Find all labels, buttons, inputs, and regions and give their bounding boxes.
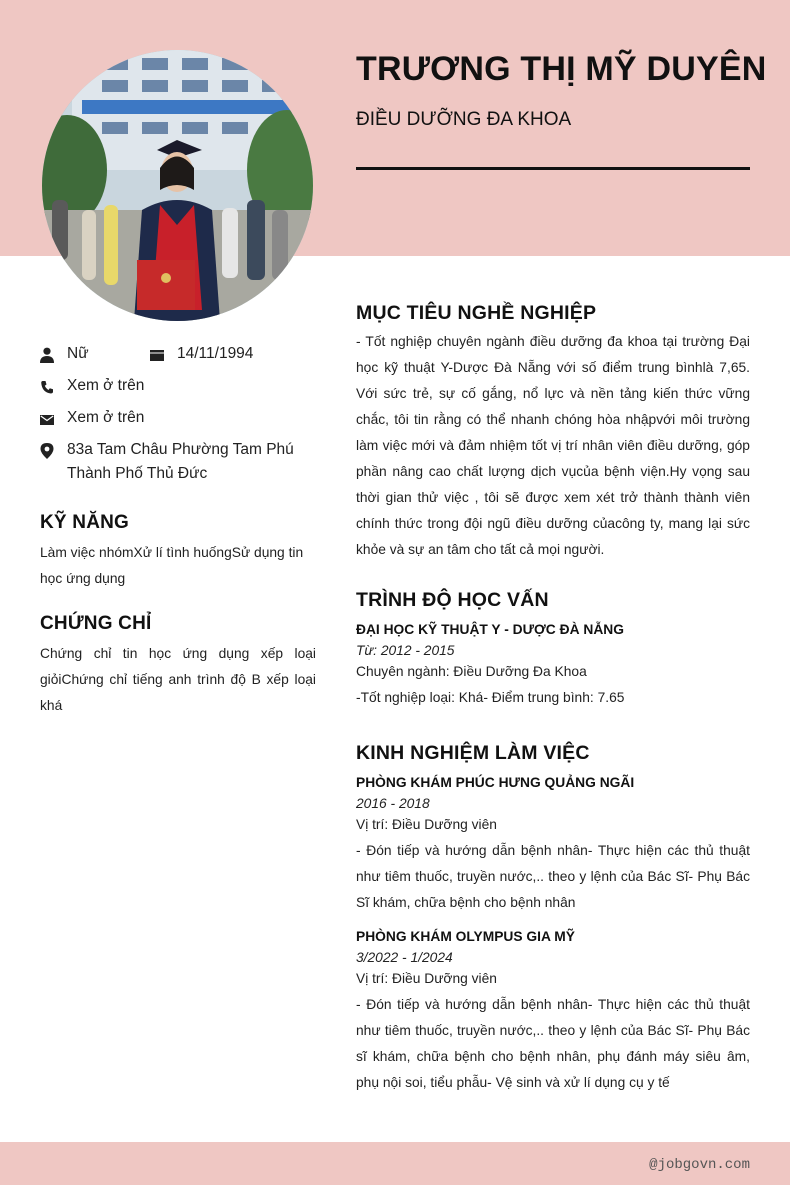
skills-section [40, 512, 316, 592]
birthdate-row [150, 345, 253, 366]
gender-value: Nữ [67, 345, 89, 362]
address-line-1: 83a Tam Châu Phường Tam Phú [67, 441, 294, 458]
objective-section [356, 302, 750, 563]
profile-photo [42, 50, 313, 321]
person-icon [40, 347, 54, 363]
address-line-2: Thành Phố Thủ Đức [67, 465, 208, 482]
experience-period: 3/2022 - 1/2024 [356, 950, 453, 965]
skills-title: KỸ NĂNG [40, 512, 130, 533]
certificates-title: CHỨNG CHỈ [40, 613, 152, 634]
education-major: Chuyên ngành: Điều Dưỡng Đa Khoa [356, 664, 587, 679]
experience-position: Vị trí: Điều Dưỡng viên [356, 817, 497, 832]
skills-text: Làm việc nhómXử lí tình huốngSử dụng tin học ứng dụng [40, 545, 304, 586]
phone-icon [40, 379, 54, 395]
objective-title: MỤC TIÊU NGHỀ NGHIỆP [356, 302, 597, 324]
experience-company: PHÒNG KHÁM PHÚC HƯNG QUẢNG NGÃI [356, 775, 635, 790]
envelope-icon [40, 411, 54, 427]
experience-description: - Đón tiếp và hướng dẫn bệnh nhân- Thực hiện các thủ thuật như tiêm thuốc, truyền nước,.. theo y lệnh của Bác Sĩ- Phụ Bác sĩ khám, chữa bệnh cho bệnh nhân, phụ đánh máy siêu âm, phụ nội soi, tiểu phẫu- Vệ sinh và xử lí dụng cụ y tế [356, 997, 750, 1090]
education-period: Từ: 2012 - 2015 [356, 643, 455, 658]
candidate-name: TRƯƠNG THỊ MỸ DUYÊN [356, 50, 767, 88]
experience-item [356, 929, 750, 1096]
address-value [67, 438, 294, 486]
job-title: ĐIỀU DƯỠNG ĐA KHOA [356, 109, 572, 130]
calendar-icon [150, 347, 164, 363]
experience-period: 2016 - 2018 [356, 796, 430, 811]
experience-company: PHÒNG KHÁM OLYMPUS GIA MỸ [356, 929, 575, 944]
address-row [40, 441, 294, 486]
education-grade: -Tốt nghiệp loại: Khá- Điểm trung bình: 7.65 [356, 690, 625, 705]
education-school: ĐẠI HỌC KỸ THUẬT Y - DƯỢC ĐÀ NẴNG [356, 622, 624, 637]
experience-section [356, 742, 750, 1096]
phone-value: Xem ở trên [67, 377, 145, 394]
objective-text: - Tốt nghiệp chuyên ngành điều dưỡng đa khoa tại trường Đại học kỹ thuật Y-Dược Đà Nẵng với số điểm trung bìnhlà 7,65. Với sức trẻ, sự cố gắng, nổ lực và nền tảng kiến thức vững chắc, tôi tin rằng có thể nhanh chóng hòa nhậpvới môi trường làm việc mới và đảm nhiệm tốt vị trí nhân viên điều dưỡng, góp phần nâng cao chất lượng dịch vụcủa bệnh viện.Hy vọng sau thời gian thử việc , tôi sẽ được xem xét trở thành thành viên chính thức trong đội ngũ điều dưỡng củacông ty, mang lại sức khỏe và sự an tâm cho tất cả mọi người. [356, 334, 750, 557]
email-row [40, 409, 144, 430]
email-value: Xem ở trên [67, 409, 145, 426]
education-section [356, 589, 750, 711]
experience-position: Vị trí: Điều Dưỡng viên [356, 971, 497, 986]
footer-watermark: @jobgovn.com [649, 1157, 750, 1173]
experience-title: KINH NGHIỆM LÀM VIỆC [356, 742, 590, 764]
experience-description: - Đón tiếp và hướng dẫn bệnh nhân- Thực hiện các thủ thuật như tiêm thuốc, truyền nước,.. theo y lệnh của Bác Sĩ- Phụ Bác Sĩ khám, chữa bệnh cho bệnh nhân [356, 843, 750, 910]
gender-row [40, 345, 89, 366]
education-title: TRÌNH ĐỘ HỌC VẤN [356, 589, 549, 611]
location-pin-icon [40, 443, 54, 459]
certificates-text: Chứng chỉ tin học ứng dụng xếp loại giỏiChứng chỉ tiếng anh trình độ B xếp loại khá [40, 646, 316, 713]
header-divider [356, 167, 750, 170]
phone-row [40, 377, 144, 398]
birthdate-value: 14/11/1994 [177, 345, 254, 362]
certificates-section [40, 613, 316, 719]
experience-item [356, 775, 750, 916]
